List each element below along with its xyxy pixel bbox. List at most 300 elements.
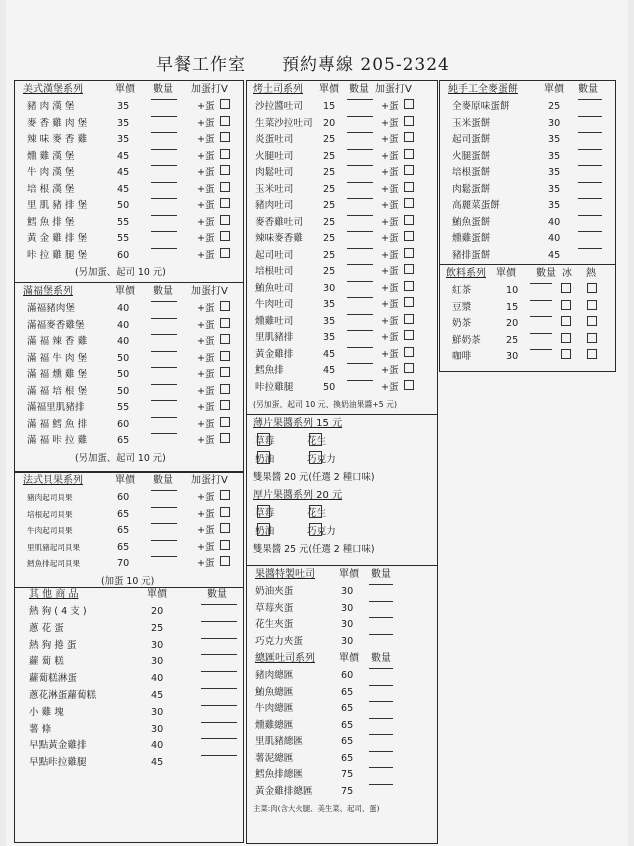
quantity-blank[interactable] <box>151 182 177 183</box>
menu-item-row <box>15 301 243 318</box>
menu-item-row <box>440 116 615 133</box>
jam-option-checkbox[interactable] <box>309 433 322 446</box>
add-egg-label: +蛋 <box>197 117 215 129</box>
quantity-blank[interactable] <box>201 722 237 723</box>
quantity-blank[interactable] <box>578 215 602 216</box>
item-name: 牛肉起司貝果 <box>27 526 73 535</box>
quantity-blank[interactable] <box>201 621 237 622</box>
column-2-box <box>246 80 438 844</box>
item-name: 里肌豬總匯 <box>255 736 303 747</box>
item-name: 鱈魚排 <box>255 365 284 376</box>
item-name: 辣 味 麥 香 雞 <box>27 134 88 145</box>
quantity-blank[interactable] <box>369 584 393 585</box>
item-name: 里肌豬排 <box>255 332 294 343</box>
menu-item-row <box>247 734 437 751</box>
item-name: 沙拉醬吐司 <box>255 101 303 112</box>
quantity-blank[interactable] <box>578 182 602 183</box>
column-header: 單價 <box>339 569 359 580</box>
quantity-blank[interactable] <box>151 334 177 335</box>
menu-item-row <box>247 215 437 232</box>
menu-item-row <box>15 722 243 739</box>
section-title: 法式貝果系列 <box>23 475 83 486</box>
item-name: 高麗菜蛋餅 <box>452 200 500 211</box>
quantity-blank[interactable] <box>151 523 177 524</box>
item-price: 40 <box>151 673 164 685</box>
add-egg-label: +蛋 <box>197 402 215 413</box>
add-egg-label: +蛋 <box>197 508 215 520</box>
column-header: 單價 <box>115 475 135 486</box>
menu-item-row <box>247 116 437 133</box>
menu-item-row <box>440 165 615 182</box>
menu-item-row <box>247 165 437 182</box>
quantity-blank[interactable] <box>578 198 602 199</box>
menu-item-row <box>15 116 243 133</box>
other-items-section <box>15 586 243 772</box>
menu-item-row <box>440 300 615 317</box>
quantity-blank[interactable] <box>151 165 177 166</box>
quantity-blank[interactable] <box>151 433 177 434</box>
menu-item-row <box>247 767 437 784</box>
add-egg-label: +蛋 <box>381 117 399 129</box>
add-egg-label: +蛋 <box>197 167 215 178</box>
quantity-blank[interactable] <box>151 384 177 385</box>
jam-option-checkbox[interactable] <box>257 433 270 446</box>
quantity-blank[interactable] <box>369 685 393 686</box>
item-price: 30 <box>341 602 354 614</box>
item-name: 滿 福 培 根 堡 <box>27 385 88 397</box>
item-name: 全麥原味蛋餅 <box>452 101 510 112</box>
item-name: 豆漿 <box>452 301 472 313</box>
item-price: 20 <box>506 318 519 329</box>
item-name: 豬排蛋餅 <box>452 249 491 261</box>
menu-item-row <box>440 182 615 199</box>
menu-item-row <box>15 149 243 166</box>
quantity-blank[interactable] <box>347 297 373 298</box>
add-egg-label: +蛋 <box>197 558 215 569</box>
quantity-blank[interactable] <box>151 198 177 199</box>
menu-item-row <box>15 132 243 149</box>
menu-item-row <box>15 738 243 755</box>
quantity-blank[interactable] <box>578 116 602 117</box>
quantity-blank[interactable] <box>151 99 177 100</box>
item-price: 45 <box>323 348 336 360</box>
item-name: 鮪魚蛋餅 <box>452 216 491 228</box>
item-price: 45 <box>323 365 336 376</box>
item-name: 薯泥總匯 <box>255 752 294 764</box>
item-name: 火腿蛋餅 <box>452 150 491 162</box>
quantity-blank[interactable] <box>151 132 177 133</box>
item-name: 鮮奶茶 <box>452 334 481 346</box>
item-name: 奶茶 <box>452 318 472 329</box>
menu-item-row <box>247 330 437 347</box>
quantity-blank[interactable] <box>347 116 373 117</box>
column-header: 數量 <box>371 653 391 664</box>
quantity-blank[interactable] <box>347 363 373 364</box>
item-name: 蘿 蔔 糕 <box>29 656 64 668</box>
menu-item-row <box>440 316 615 333</box>
menu-item-row <box>15 351 243 368</box>
quantity-blank[interactable] <box>201 688 237 689</box>
item-price: 20 <box>151 606 164 617</box>
quantity-blank[interactable] <box>347 198 373 199</box>
menu-item-row <box>15 99 243 116</box>
quantity-blank[interactable] <box>578 165 602 166</box>
quantity-blank[interactable] <box>347 132 373 133</box>
menu-item-row <box>247 248 437 265</box>
jam-option-row <box>247 505 437 523</box>
item-price: 45 <box>151 757 164 769</box>
section-header <box>15 472 243 490</box>
item-price: 70 <box>117 558 130 569</box>
quantity-blank[interactable] <box>530 316 552 317</box>
item-price: 35 <box>117 117 130 129</box>
item-name: 滿 福 燻 雞 堡 <box>27 369 88 380</box>
quantity-blank[interactable] <box>201 671 237 672</box>
column-header: 單價 <box>147 589 167 600</box>
quantity-blank[interactable] <box>347 165 373 166</box>
jam-option-label: 草莓 <box>255 436 275 447</box>
jam-option-checkbox[interactable] <box>257 451 270 464</box>
section-title: 總匯吐司系列 <box>255 653 315 664</box>
item-name: 熱 狗 ( 4 支 ) <box>29 606 87 617</box>
menu-item-row <box>15 165 243 182</box>
quantity-blank[interactable] <box>530 349 552 350</box>
quantity-blank[interactable] <box>369 634 393 635</box>
section-note: 雙果醬 20 元(任選 2 種口味) <box>253 472 375 483</box>
item-name: 肉鬆蛋餅 <box>452 183 491 195</box>
item-name: 燻雞總匯 <box>255 719 294 731</box>
item-price: 35 <box>117 134 130 145</box>
item-price: 25 <box>323 150 336 162</box>
section-header <box>247 566 437 584</box>
item-name: 培根起司貝果 <box>27 509 73 519</box>
quantity-blank[interactable] <box>151 215 177 216</box>
quantity-blank[interactable] <box>151 301 177 302</box>
quantity-blank[interactable] <box>347 99 373 100</box>
quantity-blank[interactable] <box>151 248 177 249</box>
jam-option-checkbox[interactable] <box>309 451 322 464</box>
item-name: 培根蛋餅 <box>452 167 491 178</box>
item-name: 豬肉起司貝果 <box>27 493 73 502</box>
item-price: 25 <box>323 167 336 178</box>
item-name: 咔 拉 雞 腿 堡 <box>27 249 88 261</box>
quantity-blank[interactable] <box>347 215 373 216</box>
jam-option-checkbox[interactable] <box>257 505 270 518</box>
add-egg-label: +蛋 <box>381 315 399 327</box>
item-price: 25 <box>506 334 519 346</box>
item-price: 35 <box>548 183 561 195</box>
item-name: 辣味麥香雞 <box>255 233 303 244</box>
menu-item-row <box>15 688 243 705</box>
quantity-blank[interactable] <box>151 490 177 491</box>
item-name: 里肌豬起司貝果 <box>27 542 81 552</box>
quantity-blank[interactable] <box>151 540 177 541</box>
item-price: 25 <box>323 249 336 261</box>
menu-item-row <box>440 198 615 215</box>
column-header: 加蛋打V <box>375 84 412 95</box>
item-name: 豬肉吐司 <box>255 200 294 211</box>
menu-paper <box>6 0 628 846</box>
quantity-blank[interactable] <box>201 738 237 739</box>
jam-toast-section <box>247 565 437 650</box>
quantity-blank[interactable] <box>151 318 177 319</box>
add-egg-label: +蛋 <box>381 266 399 277</box>
quantity-blank[interactable] <box>151 149 177 150</box>
section-title: 滿福堡系列 <box>23 286 73 297</box>
quantity-blank[interactable] <box>369 668 393 669</box>
column-header: 數量 <box>153 286 173 297</box>
add-egg-label: +蛋 <box>197 541 215 553</box>
item-price: 40 <box>548 233 561 244</box>
menu-item-row <box>247 231 437 248</box>
item-price: 50 <box>117 352 130 364</box>
menu-item-row <box>440 231 615 248</box>
quantity-blank[interactable] <box>347 149 373 150</box>
item-name: 早點黃金雞排 <box>29 740 87 752</box>
quantity-blank[interactable] <box>369 617 393 618</box>
bagel-box <box>14 471 244 588</box>
item-price: 75 <box>341 785 354 797</box>
jam-option-checkbox[interactable] <box>257 523 270 536</box>
quantity-blank[interactable] <box>151 417 177 418</box>
quantity-blank[interactable] <box>369 784 393 785</box>
quantity-blank[interactable] <box>347 264 373 265</box>
quantity-blank[interactable] <box>530 300 552 301</box>
item-name: 玉米吐司 <box>255 183 294 195</box>
item-price: 10 <box>506 285 519 296</box>
column-1-box <box>14 80 244 473</box>
column-header: 冰 <box>562 268 572 279</box>
item-price: 55 <box>117 216 130 228</box>
club-toast-section <box>247 650 437 818</box>
add-egg-label: +蛋 <box>381 249 399 261</box>
item-name: 鮪魚總匯 <box>255 686 294 698</box>
menu-item-row <box>15 654 243 671</box>
item-name: 滿 福 牛 肉 堡 <box>27 352 88 364</box>
thin-jam-section <box>247 414 437 487</box>
quantity-blank[interactable] <box>369 718 393 719</box>
quantity-blank[interactable] <box>151 351 177 352</box>
section-note: (另加蛋、起司 10 元) <box>75 452 166 464</box>
menu-item-row <box>247 198 437 215</box>
menu-item-row <box>15 638 243 655</box>
menu-title: 早餐工作室 預約專線 205-2324 <box>156 55 450 75</box>
item-name: 熱 狗 捲 蛋 <box>29 639 77 651</box>
quantity-blank[interactable] <box>151 400 177 401</box>
section-header <box>440 265 615 283</box>
menu-item-row <box>440 99 615 116</box>
item-price: 25 <box>548 101 561 112</box>
item-price: 30 <box>506 351 519 362</box>
jam-option-checkbox[interactable] <box>309 505 322 518</box>
manfu-section <box>15 282 243 468</box>
item-price: 50 <box>117 369 130 380</box>
jam-option-label: 草莓 <box>255 508 275 519</box>
menu-item-row <box>15 334 243 351</box>
item-name: 滿福里肌豬排 <box>27 402 85 413</box>
quantity-blank[interactable] <box>347 248 373 249</box>
item-name: 滿福麥香雞堡 <box>27 319 85 331</box>
quantity-blank[interactable] <box>347 330 373 331</box>
item-price: 50 <box>117 385 130 397</box>
menu-item-row <box>440 215 615 232</box>
quantity-blank[interactable] <box>151 367 177 368</box>
quantity-blank[interactable] <box>151 556 177 557</box>
quantity-blank[interactable] <box>201 755 237 756</box>
add-egg-label: +蛋 <box>197 150 215 162</box>
quantity-blank[interactable] <box>369 701 393 702</box>
section-header <box>247 487 437 505</box>
item-name: 牛肉吐司 <box>255 299 294 310</box>
menu-item-row <box>15 490 243 507</box>
item-price: 25 <box>323 134 336 145</box>
item-name: 花生夾蛋 <box>255 619 294 630</box>
item-name: 巧克力夾蛋 <box>255 635 303 647</box>
item-price: 65 <box>341 703 354 714</box>
column-header: 單價 <box>319 84 339 95</box>
quantity-blank[interactable] <box>369 751 393 752</box>
add-egg-label: +蛋 <box>197 249 215 261</box>
item-price: 65 <box>117 541 130 553</box>
column-header: 數量 <box>153 475 173 486</box>
quantity-blank[interactable] <box>201 604 237 605</box>
pancake-section <box>440 81 615 264</box>
add-egg-label: +蛋 <box>381 150 399 162</box>
item-price: 65 <box>341 736 354 747</box>
section-title: 厚片果醬系列 20 元 <box>253 490 343 501</box>
item-name: 炎蛋吐司 <box>255 134 294 145</box>
menu-item-row <box>247 149 437 166</box>
menu-item-row <box>15 540 243 557</box>
item-name: 奶油夾蛋 <box>255 586 294 597</box>
item-name: 火腿吐司 <box>255 150 294 162</box>
item-name: 牛 肉 漢 堡 <box>27 167 75 178</box>
quantity-blank[interactable] <box>347 314 373 315</box>
quantity-blank[interactable] <box>578 99 602 100</box>
item-price: 25 <box>323 183 336 195</box>
item-name: 黃金雞排總匯 <box>255 785 313 797</box>
item-name: 燻雞蛋餅 <box>452 233 491 244</box>
add-egg-label: +蛋 <box>381 101 399 112</box>
menu-item-row <box>440 283 615 300</box>
quantity-blank[interactable] <box>578 248 602 249</box>
menu-item-row <box>15 400 243 417</box>
item-price: 45 <box>117 150 130 162</box>
item-name: 豬肉總匯 <box>255 670 294 681</box>
add-egg-label: +蛋 <box>197 492 215 503</box>
menu-item-row <box>247 784 437 801</box>
menu-item-row <box>15 671 243 688</box>
item-name: 滿 福 辣 香 雞 <box>27 336 88 347</box>
item-price: 30 <box>341 619 354 630</box>
jam-option-checkbox[interactable] <box>309 523 322 536</box>
menu-item-row <box>247 668 437 685</box>
quantity-blank[interactable] <box>201 654 237 655</box>
menu-item-row <box>247 685 437 702</box>
jam-option-row <box>247 523 437 541</box>
menu-item-row <box>440 149 615 166</box>
item-name: 麥香雞吐司 <box>255 216 303 228</box>
quantity-blank[interactable] <box>578 132 602 133</box>
item-price: 45 <box>548 249 561 261</box>
menu-item-row <box>440 248 615 265</box>
quantity-blank[interactable] <box>369 601 393 602</box>
column-header: 加蛋打V <box>191 286 228 297</box>
item-name: 滿 福 鱈 魚 排 <box>27 418 88 430</box>
quantity-blank[interactable] <box>151 507 177 508</box>
column-header: 單價 <box>544 84 564 95</box>
item-name: 燻雞吐司 <box>255 315 294 327</box>
menu-item-row <box>15 556 243 573</box>
quantity-blank[interactable] <box>369 767 393 768</box>
jam-option-label: 巧克力 <box>307 526 336 537</box>
item-name: 麥 香 雞 肉 堡 <box>27 117 88 129</box>
column-header: 數量 <box>578 84 598 95</box>
add-egg-label: +蛋 <box>381 332 399 343</box>
item-price: 35 <box>548 200 561 211</box>
item-name: 蘿蔔糕淋蛋 <box>29 673 77 685</box>
item-price: 30 <box>151 723 164 735</box>
jam-option-label: 花生 <box>307 508 327 519</box>
quantity-blank[interactable] <box>201 705 237 706</box>
menu-item-row <box>247 363 437 380</box>
item-name: 滿 福 咔 拉 雞 <box>27 435 88 446</box>
item-name: 燻 雞 漢 堡 <box>27 150 75 162</box>
menu-item-row <box>247 584 437 601</box>
item-price: 20 <box>323 117 336 129</box>
section-note: (加蛋 10 元) <box>101 575 155 587</box>
item-name: 咔拉雞腿 <box>255 381 294 393</box>
item-price: 30 <box>341 586 354 597</box>
item-name: 早點咔拉雞腿 <box>29 757 87 769</box>
section-title: 美式漢堡系列 <box>23 84 83 95</box>
quantity-blank[interactable] <box>347 347 373 348</box>
add-egg-label: +蛋 <box>381 381 399 393</box>
item-name: 黃金雞排 <box>255 348 294 360</box>
drinks-section <box>440 264 615 366</box>
quantity-blank[interactable] <box>201 638 237 639</box>
add-egg-label: +蛋 <box>381 134 399 145</box>
item-price: 30 <box>548 117 561 129</box>
column-header: 加蛋打V <box>191 475 228 486</box>
item-price: 35 <box>548 150 561 162</box>
menu-item-row <box>247 297 437 314</box>
item-price: 50 <box>117 200 130 211</box>
quantity-blank[interactable] <box>369 734 393 735</box>
menu-item-row <box>247 634 437 651</box>
quantity-blank[interactable] <box>347 281 373 282</box>
quantity-blank[interactable] <box>151 116 177 117</box>
quantity-blank[interactable] <box>578 231 602 232</box>
quantity-blank[interactable] <box>530 283 552 284</box>
item-name: 牛肉總匯 <box>255 703 294 714</box>
item-price: 25 <box>323 200 336 211</box>
item-price: 45 <box>117 167 130 178</box>
item-price: 60 <box>117 249 130 261</box>
quantity-blank[interactable] <box>530 333 552 334</box>
section-title: 其 他 商 品 <box>29 589 79 600</box>
quantity-blank[interactable] <box>151 231 177 232</box>
quantity-blank[interactable] <box>347 231 373 232</box>
quantity-blank[interactable] <box>347 182 373 183</box>
section-title: 純手工全麥蛋餅 <box>448 84 518 95</box>
section-title: 飲料系列 <box>446 268 486 279</box>
add-egg-label: +蛋 <box>197 369 215 380</box>
quantity-blank[interactable] <box>347 380 373 381</box>
menu-item-row <box>15 433 243 450</box>
menu-item-row <box>15 248 243 265</box>
quantity-blank[interactable] <box>578 149 602 150</box>
